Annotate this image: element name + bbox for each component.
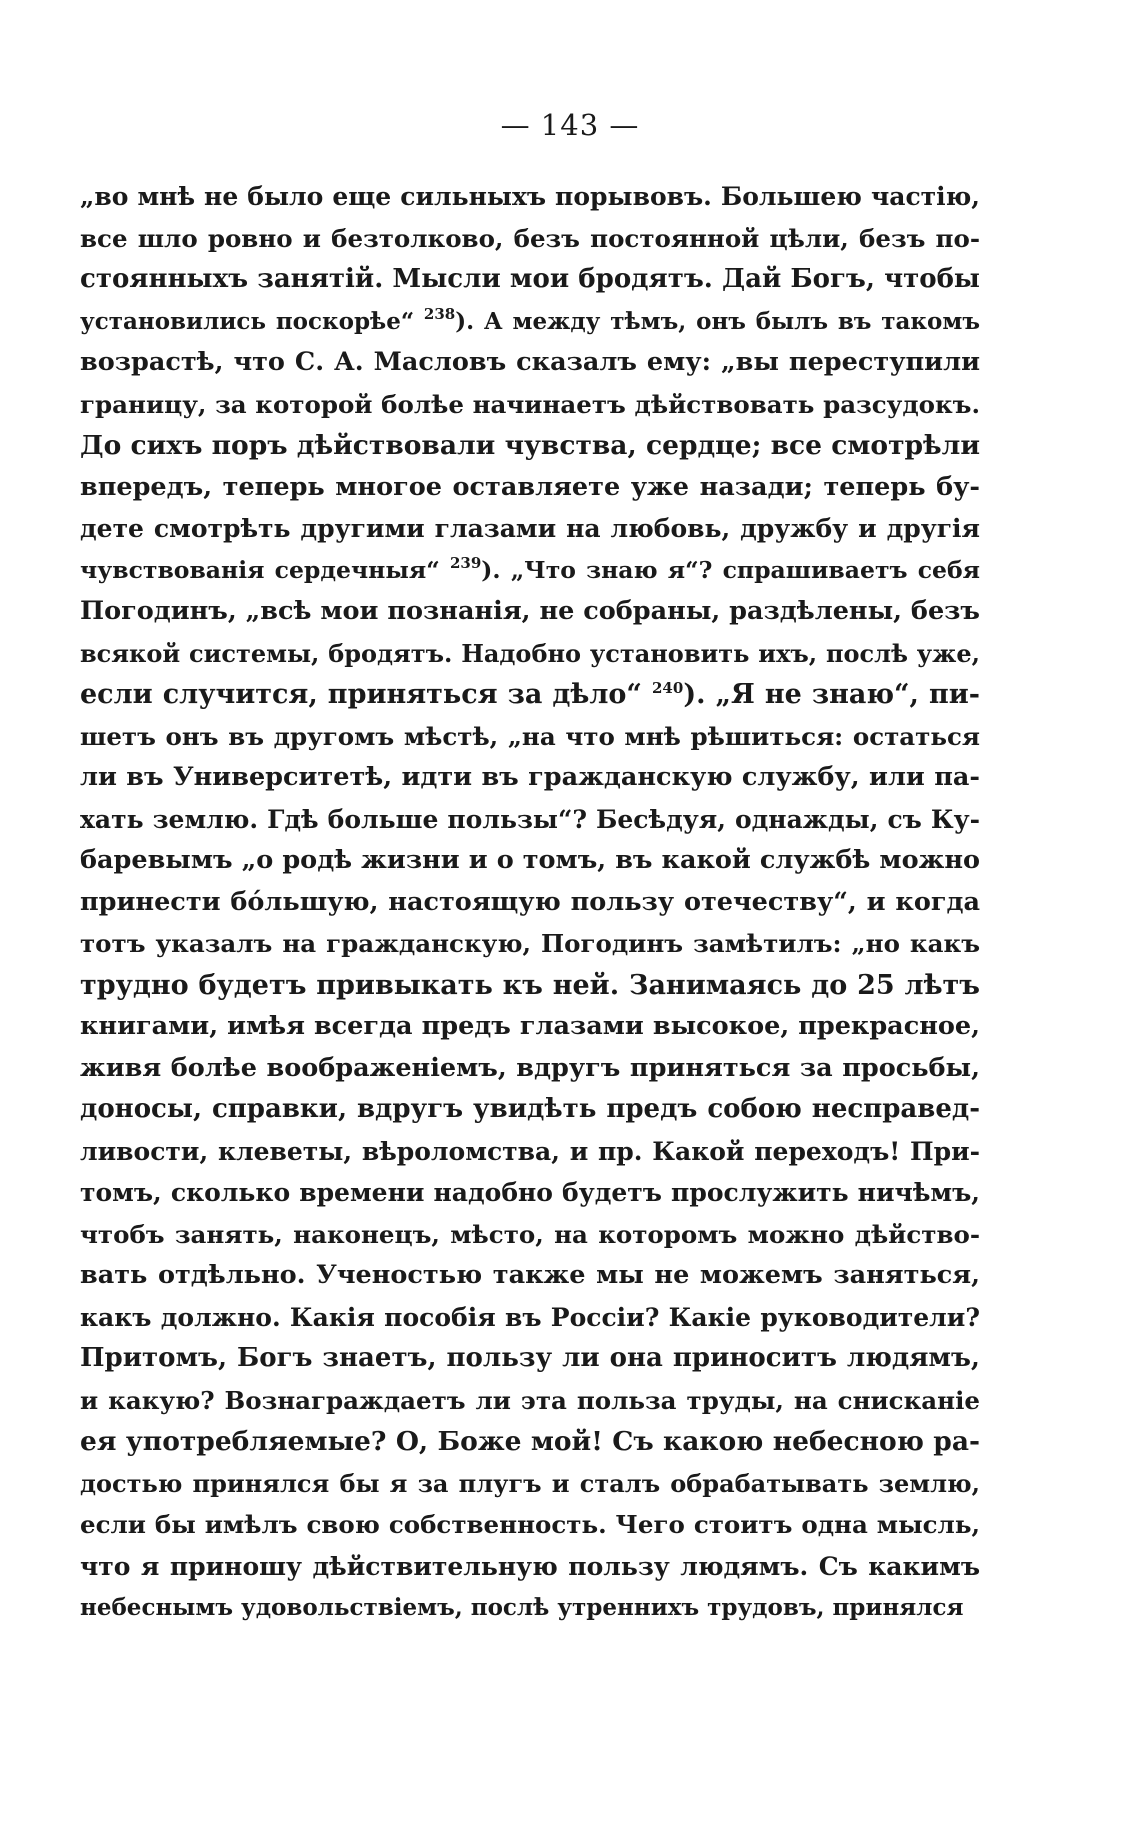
text-line: Притомъ, Богъ знаетъ, пользу ли она приноситъ людямъ, [80, 1343, 980, 1373]
text-line: впередъ, теперь многое оставляете уже назади; теперь бу- [80, 471, 980, 502]
text-line: доносы, справки, вдругъ увидѣть предъ собою несправед- [80, 1094, 980, 1124]
text-line: если случится, приняться за дѣло“ $^{240}$). „Я не знаю“, пи- [80, 679, 980, 710]
text-line: все шло ровно и безтолково, безъ постоянной цѣли, безъ по- [80, 223, 980, 253]
text-line: установились поскорѣе“ $^{238}$). А между тѣмъ, онъ былъ въ такомъ [80, 304, 980, 335]
text-line: принести бóльшую, настоящую пользу отечеству“, и когда [80, 886, 980, 917]
page-number: — 143 — [500, 108, 640, 142]
text-line: всякой системы, бродятъ. Надобно установить ихъ, послѣ уже, [80, 638, 980, 668]
text-line: и какую? Вознаграждаетъ ли эта польза труды, на снисканіе [80, 1385, 980, 1415]
text-line: живя болѣе воображеніемъ, вдругъ приняться за просьбы, [80, 1052, 980, 1083]
body-text [80, 176, 980, 1629]
footnote-ref: 238 [423, 304, 456, 323]
footnote-ref: 240 [652, 679, 684, 697]
text-line: границу, за которой болѣе начинаетъ дѣйствовать разсудокъ. [80, 389, 980, 419]
text-line: вать отдѣльно. Ученостью также мы не можемъ заняться, [80, 1260, 980, 1290]
text-line: „во мнѣ не было еще сильныхъ порывовъ. Большею частію, [80, 182, 980, 211]
text-line: Погодинъ, „всѣ мои познанія, не собраны, раздѣлены, безъ [80, 596, 980, 626]
text-line: трудно будетъ привыкать къ ней. Занимаясь до 25 лѣтъ [80, 969, 980, 1001]
text-line: если бы имѣлъ свою собственность. Чего стоитъ одна мысль, [80, 1510, 980, 1539]
text-line: томъ, сколько времени надобно будетъ прослужить ничѣмъ, [80, 1178, 980, 1207]
text-line: баревымъ „о родѣ жизни и о томъ, въ какой службѣ можно [80, 845, 980, 875]
text-line: возрастѣ, что С. А. Масловъ сказалъ ему: „вы переступили [80, 347, 980, 377]
text-line: чувствованія сердечныя“ $^{239}$). „Что знаю я“? спрашиваетъ себя [80, 553, 980, 584]
footnote-ref: 239 [449, 553, 482, 572]
text-line: чтобъ занять, наконецъ, мѣсто, на которомъ можно дѣйство- [80, 1219, 980, 1249]
text-line: дете смотрѣть другими глазами на любовь, дружбу и другія [80, 514, 980, 543]
text-line: шетъ онъ въ другомъ мѣстѣ, „на что мнѣ рѣшиться: остаться [80, 721, 980, 751]
text-line: ея употребляемые? О, Боже мой! Съ какою небесною ра- [80, 1426, 980, 1457]
text-line: тотъ указалъ на гражданскую, Погодинъ замѣтилъ: „но какъ [80, 929, 980, 958]
text-line: какъ должно. Какія пособія въ Россіи? Какіе руководители? [80, 1302, 980, 1332]
text-line: ли въ Университетѣ, идти въ гражданскую службу, или па- [80, 762, 980, 792]
text-line: что я приношу дѣйствительную пользу людямъ. Съ какимъ [80, 1551, 980, 1581]
text-line: достью принялся бы я за плугъ и сталъ обрабатывать землю, [80, 1468, 980, 1498]
text-line: небеснымъ удовольствіемъ, послѣ утреннихъ трудовъ, принялся [80, 1594, 964, 1621]
text-line: книгами, имѣя всегда предъ глазами высокое, прекрасное, [80, 1011, 980, 1041]
text-line: До сихъ поръ дѣйствовали чувства, сердце; все смотрѣли [80, 430, 980, 461]
text-line: стоянныхъ занятій. Мысли мои бродятъ. Дай Богъ, чтобы [80, 264, 980, 294]
text-line: ливости, клеветы, вѣроломства, и пр. Какой переходъ! При- [80, 1136, 980, 1166]
text-line: хать землю. Гдѣ больше пользы“? Бесѣдуя, однажды, съ Ку- [80, 804, 980, 834]
